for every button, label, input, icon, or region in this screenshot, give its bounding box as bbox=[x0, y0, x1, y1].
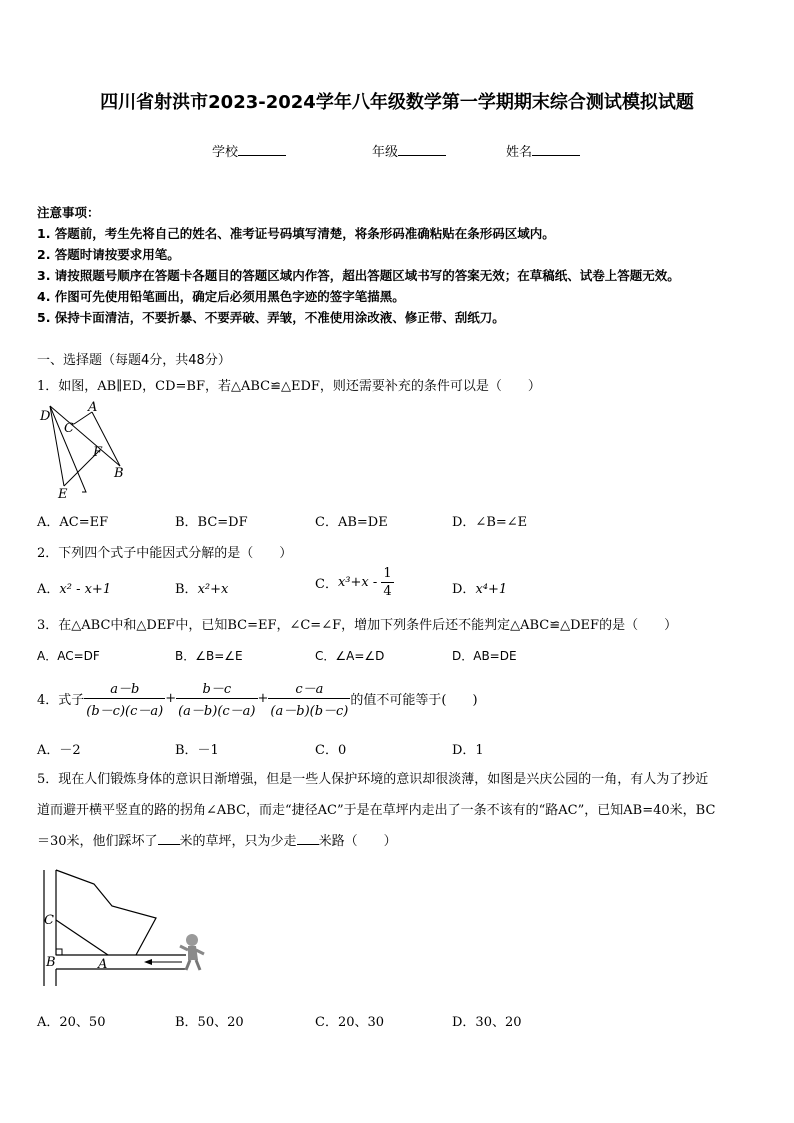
q3-option-b[interactable]: B．∠B=∠E bbox=[175, 649, 243, 663]
fig1-label-d: D bbox=[40, 409, 51, 424]
note-item: 2. 答题时请按要求用笔。 bbox=[37, 247, 180, 262]
q5-option-b[interactable]: B．50、20 bbox=[175, 1015, 244, 1030]
question-2-stem: 2．下列四个式子中能因式分解的是（ ） bbox=[37, 546, 293, 561]
fig1-line-db bbox=[50, 406, 120, 466]
q1-option-c[interactable]: C．AB=DE bbox=[315, 515, 388, 530]
q4-option-d[interactable]: D．1 bbox=[452, 743, 484, 758]
fig1-line-de bbox=[50, 406, 86, 492]
q5-blank-1[interactable] bbox=[158, 832, 180, 845]
fig1-label-a: A bbox=[88, 400, 98, 415]
fig5-path-ac bbox=[56, 920, 108, 955]
notes-heading: 注意事项： bbox=[37, 205, 100, 220]
note-item: 4. 作图可先使用铅笔画出，确定后必须用黑色字迹的签字笔描黑。 bbox=[37, 289, 405, 304]
name-blank[interactable] bbox=[532, 142, 580, 156]
q2-option-c[interactable]: C．x³+x - $\frac{1}{4}$ bbox=[315, 566, 392, 599]
grade-field[interactable]: 年级 bbox=[372, 141, 446, 160]
fig5-label-c: C bbox=[44, 913, 54, 928]
q4-fraction-2: $\frac{b-c}{(a-b)(c-a)}$ bbox=[176, 678, 257, 719]
grade-blank[interactable] bbox=[398, 142, 446, 156]
fig1-label-c: C bbox=[64, 421, 74, 436]
q5-option-d[interactable]: D．30、20 bbox=[452, 1015, 522, 1030]
q5-option-c[interactable]: C．20、30 bbox=[315, 1015, 385, 1030]
q4-option-c[interactable]: C．0 bbox=[315, 743, 347, 758]
fig1-label-b: B bbox=[114, 466, 124, 481]
q2c-fraction: $\frac{1}{4}$ bbox=[383, 566, 392, 599]
fig5-lawn-border bbox=[56, 870, 156, 955]
q1-option-b[interactable]: B．BC=DF bbox=[175, 515, 248, 530]
q4-fraction-3: $\frac{c-a}{(a-b)(b-c)}$ bbox=[268, 678, 350, 719]
fig1-label-e: E bbox=[58, 487, 68, 502]
fig5-label-a: A bbox=[98, 957, 108, 972]
fig5-right-angle-mark bbox=[56, 949, 62, 955]
q4-option-a[interactable]: A．－2 bbox=[37, 743, 81, 758]
q2-option-b[interactable]: B．x²+x bbox=[175, 582, 229, 597]
page-title: 四川省射洪市2023-2024学年八年级数学第一学期期末综合测试模拟试题 bbox=[100, 92, 694, 113]
school-blank[interactable] bbox=[238, 142, 286, 156]
question-1-figure bbox=[36, 398, 136, 502]
fig5-label-b: B bbox=[46, 955, 56, 970]
note-item: 5. 保持卡面清洁，不要折暴、不要弄破、弄皱，不准使用涂改液、修正带、刮纸刀。 bbox=[37, 310, 505, 325]
q3-option-d[interactable]: D．AB=DE bbox=[452, 649, 517, 663]
q2-option-d[interactable]: D．x⁴+1 bbox=[452, 582, 508, 597]
question-5-figure bbox=[36, 862, 216, 992]
q1-option-a[interactable]: A．AC=EF bbox=[37, 515, 109, 530]
walking-person-icon bbox=[180, 934, 204, 970]
q5-option-a[interactable]: A．20、50 bbox=[37, 1015, 106, 1030]
q4-option-b[interactable]: B．－1 bbox=[175, 743, 219, 758]
fig1-line-de2 bbox=[50, 406, 64, 486]
note-item: 1. 答题前，考生先将自己的姓名、准考证号码填写清楚，将条形码准确粘贴在条形码区域内。 bbox=[37, 226, 555, 241]
q1-option-d[interactable]: D．∠B=∠E bbox=[452, 515, 528, 530]
question-1-stem: 1．如图，AB∥ED，CD=BF，若△ABC≌△EDF，则还需要补充的条件可以是（ ） bbox=[37, 379, 541, 394]
fig1-label-f: F bbox=[93, 445, 103, 460]
q4-fraction-1: $\frac{a-b}{(b-c)(c-a)}$ bbox=[84, 678, 165, 719]
q2-option-a[interactable]: A．x² - x+1 bbox=[37, 582, 112, 597]
fig5-arrow-head bbox=[144, 959, 152, 965]
question-3-stem: 3．在△ABC中和△DEF中，已知BC=EF，∠C=∠F，增加下列条件后还不能判定△ABC≌△DEF的是（ ） bbox=[37, 618, 678, 633]
question-4-stem: 4．式子 $\frac{a-b}{(b-c)(c-a)}$ + $\frac{b-c}{(a-b)(c-a)}$ + $\frac{c-a}{(a-b)(b-c)}$ 的值不可能等于( ) bbox=[37, 678, 478, 719]
name-field[interactable]: 姓名 bbox=[506, 141, 580, 160]
q3-option-c[interactable]: C．∠A=∠D bbox=[315, 649, 385, 663]
note-item: 3. 请按照题号顺序在答题卡各题目的答题区域内作答，超出答题区域书写的答案无效；在草稿纸、试卷上答题无效。 bbox=[37, 268, 680, 283]
section-heading: 一、选择题（每题4分，共48分） bbox=[37, 353, 231, 368]
school-field[interactable]: 学校 bbox=[212, 141, 286, 160]
q5-blank-2[interactable] bbox=[297, 832, 319, 845]
q3-option-a[interactable]: A．AC=DF bbox=[37, 649, 100, 663]
question-5-stem: 5．现在人们锻炼身体的意识日渐增强，但是一些人保护环境的意识却很淡薄，如图是兴庆公园的一角，有人为了抄近 道而避开横平竖直的路的拐角∠ABC，而走“捷径AC”于是在草坪内走出了一条不该有的“路AC”，已知AB=40米，BC ＝30米，他们踩坏了 米的草坪，只为少走 米路（ ） bbox=[37, 772, 716, 849]
